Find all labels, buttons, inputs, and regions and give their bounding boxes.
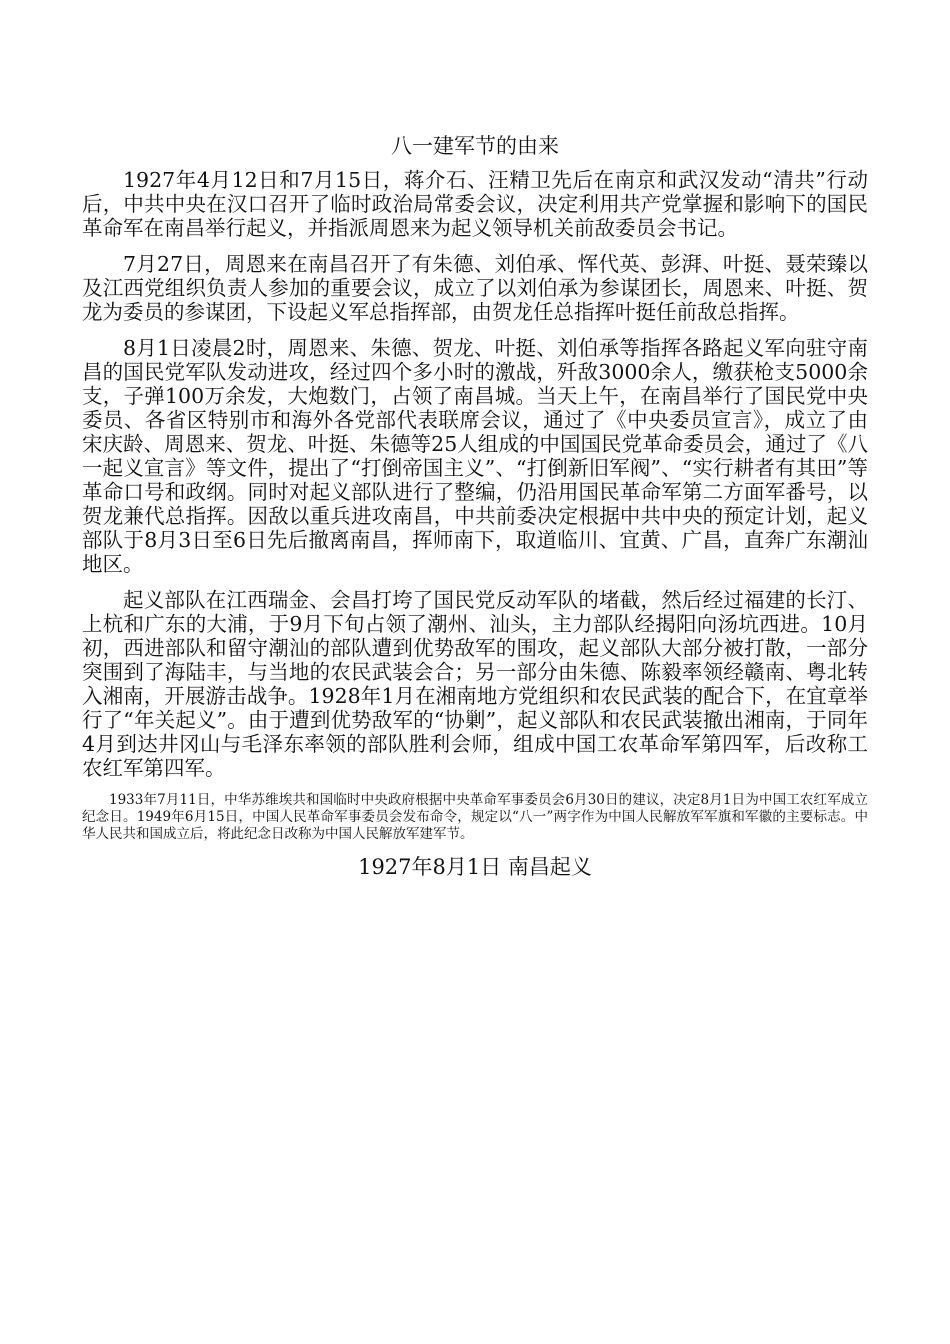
document-caption: 1927年8月1日 南昌起义 (358, 855, 592, 879)
paragraph-4: 起义部队在江西瑞金、会昌打垮了国民党反动军队的堵截，然后经过福建的长汀、上杭和广东的大浦，于9月下旬占领了潮州、汕头，主力部队经揭阳向汤坑西进。10月初，西进部队和留守潮汕的部队遭到优势敌军的围攻，起义部队大部分被打散，一部分突围到了海陆丰，与当地的农民武装会合；另一部分由朱德、陈毅率领经赣南、粤北转入湘南，开展游击战争。1928年1月在湘南地方党组织和农民武装的配合下，在宜章举行了“年关起义”。由于遭到优势敌军的“协剿”，起义部队和农民武装撤出湘南，于同年4月到达井冈山与毛泽东率领的部队胜利会师，组成中国工农革命军第四军，后改称工农红军第四军。 (82, 588, 868, 780)
footnote-paragraph: 1933年7月11日，中华苏维埃共和国临时中央政府根据中央革命军事委员会6月30日的建议，决定8月1日为中国工农红军成立纪念日。1949年6月15日，中国人民革命军事委员会发布命令，规定以“八一”两字作为中国人民解放军军旗和军徽的主要标志。中华人民共和国成立后，将此纪念日改称为中国人民解放军建军节。 (82, 792, 868, 842)
paragraph-2: 7月27日，周恩来在南昌召开了有朱德、刘伯承、恽代英、彭湃、叶挺、聂荣臻以及江西党组织负责人参加的重要会议，成立了以刘伯承为参谋团长，周恩来、叶挺、贺龙为委员的参谋团，下设起义军总指挥部，由贺龙任总指挥叶挺任前敌总指挥。 (82, 252, 868, 324)
paragraph-3: 8月1日凌晨2时，周恩来、朱德、贺龙、叶挺、刘伯承等指挥各路起义军向驻守南昌的国民党军队发动进攻，经过四个多小时的激战，歼敌3000余人，缴获枪支5000余支，子弹100万余发，大炮数门，占领了南昌城。当天上午，在南昌举行了国民党中央委员、各省区特别市和海外各党部代表联席会议，通过了《中央委员宣言》，成立了由宋庆龄、周恩来、贺龙、叶挺、朱德等25人组成的中国国民党革命委员会，通过了《八一起义宣言》等文件，提出了“打倒帝国主义”、“打倒新旧军阀”、“实行耕者有其田”等革命口号和政纲。同时对起义部队进行了整编，仍沿用国民革命军第二方面军番号，以贺龙兼代总指挥。因敌以重兵进攻南昌，中共前委决定根据中共中央的预定计划，起义部队于8月3日至6日先后撤离南昌，挥师南下，取道临川、宜黄、广昌，直奔广东潮汕地区。 (82, 336, 868, 576)
document-title: 八一建军节的由来 (391, 134, 559, 158)
document-page (82, 132, 868, 881)
paragraph-1: 1927年4月12日和7月15日，蒋介石、汪精卫先后在南京和武汉发动“清共”行动后，中共中央在汉口召开了临时政治局常委会议，决定利用共产党掌握和影响下的国民革命军在南昌举行起义，并指派周恩来为起义领导机关前敌委员会书记。 (82, 168, 868, 240)
